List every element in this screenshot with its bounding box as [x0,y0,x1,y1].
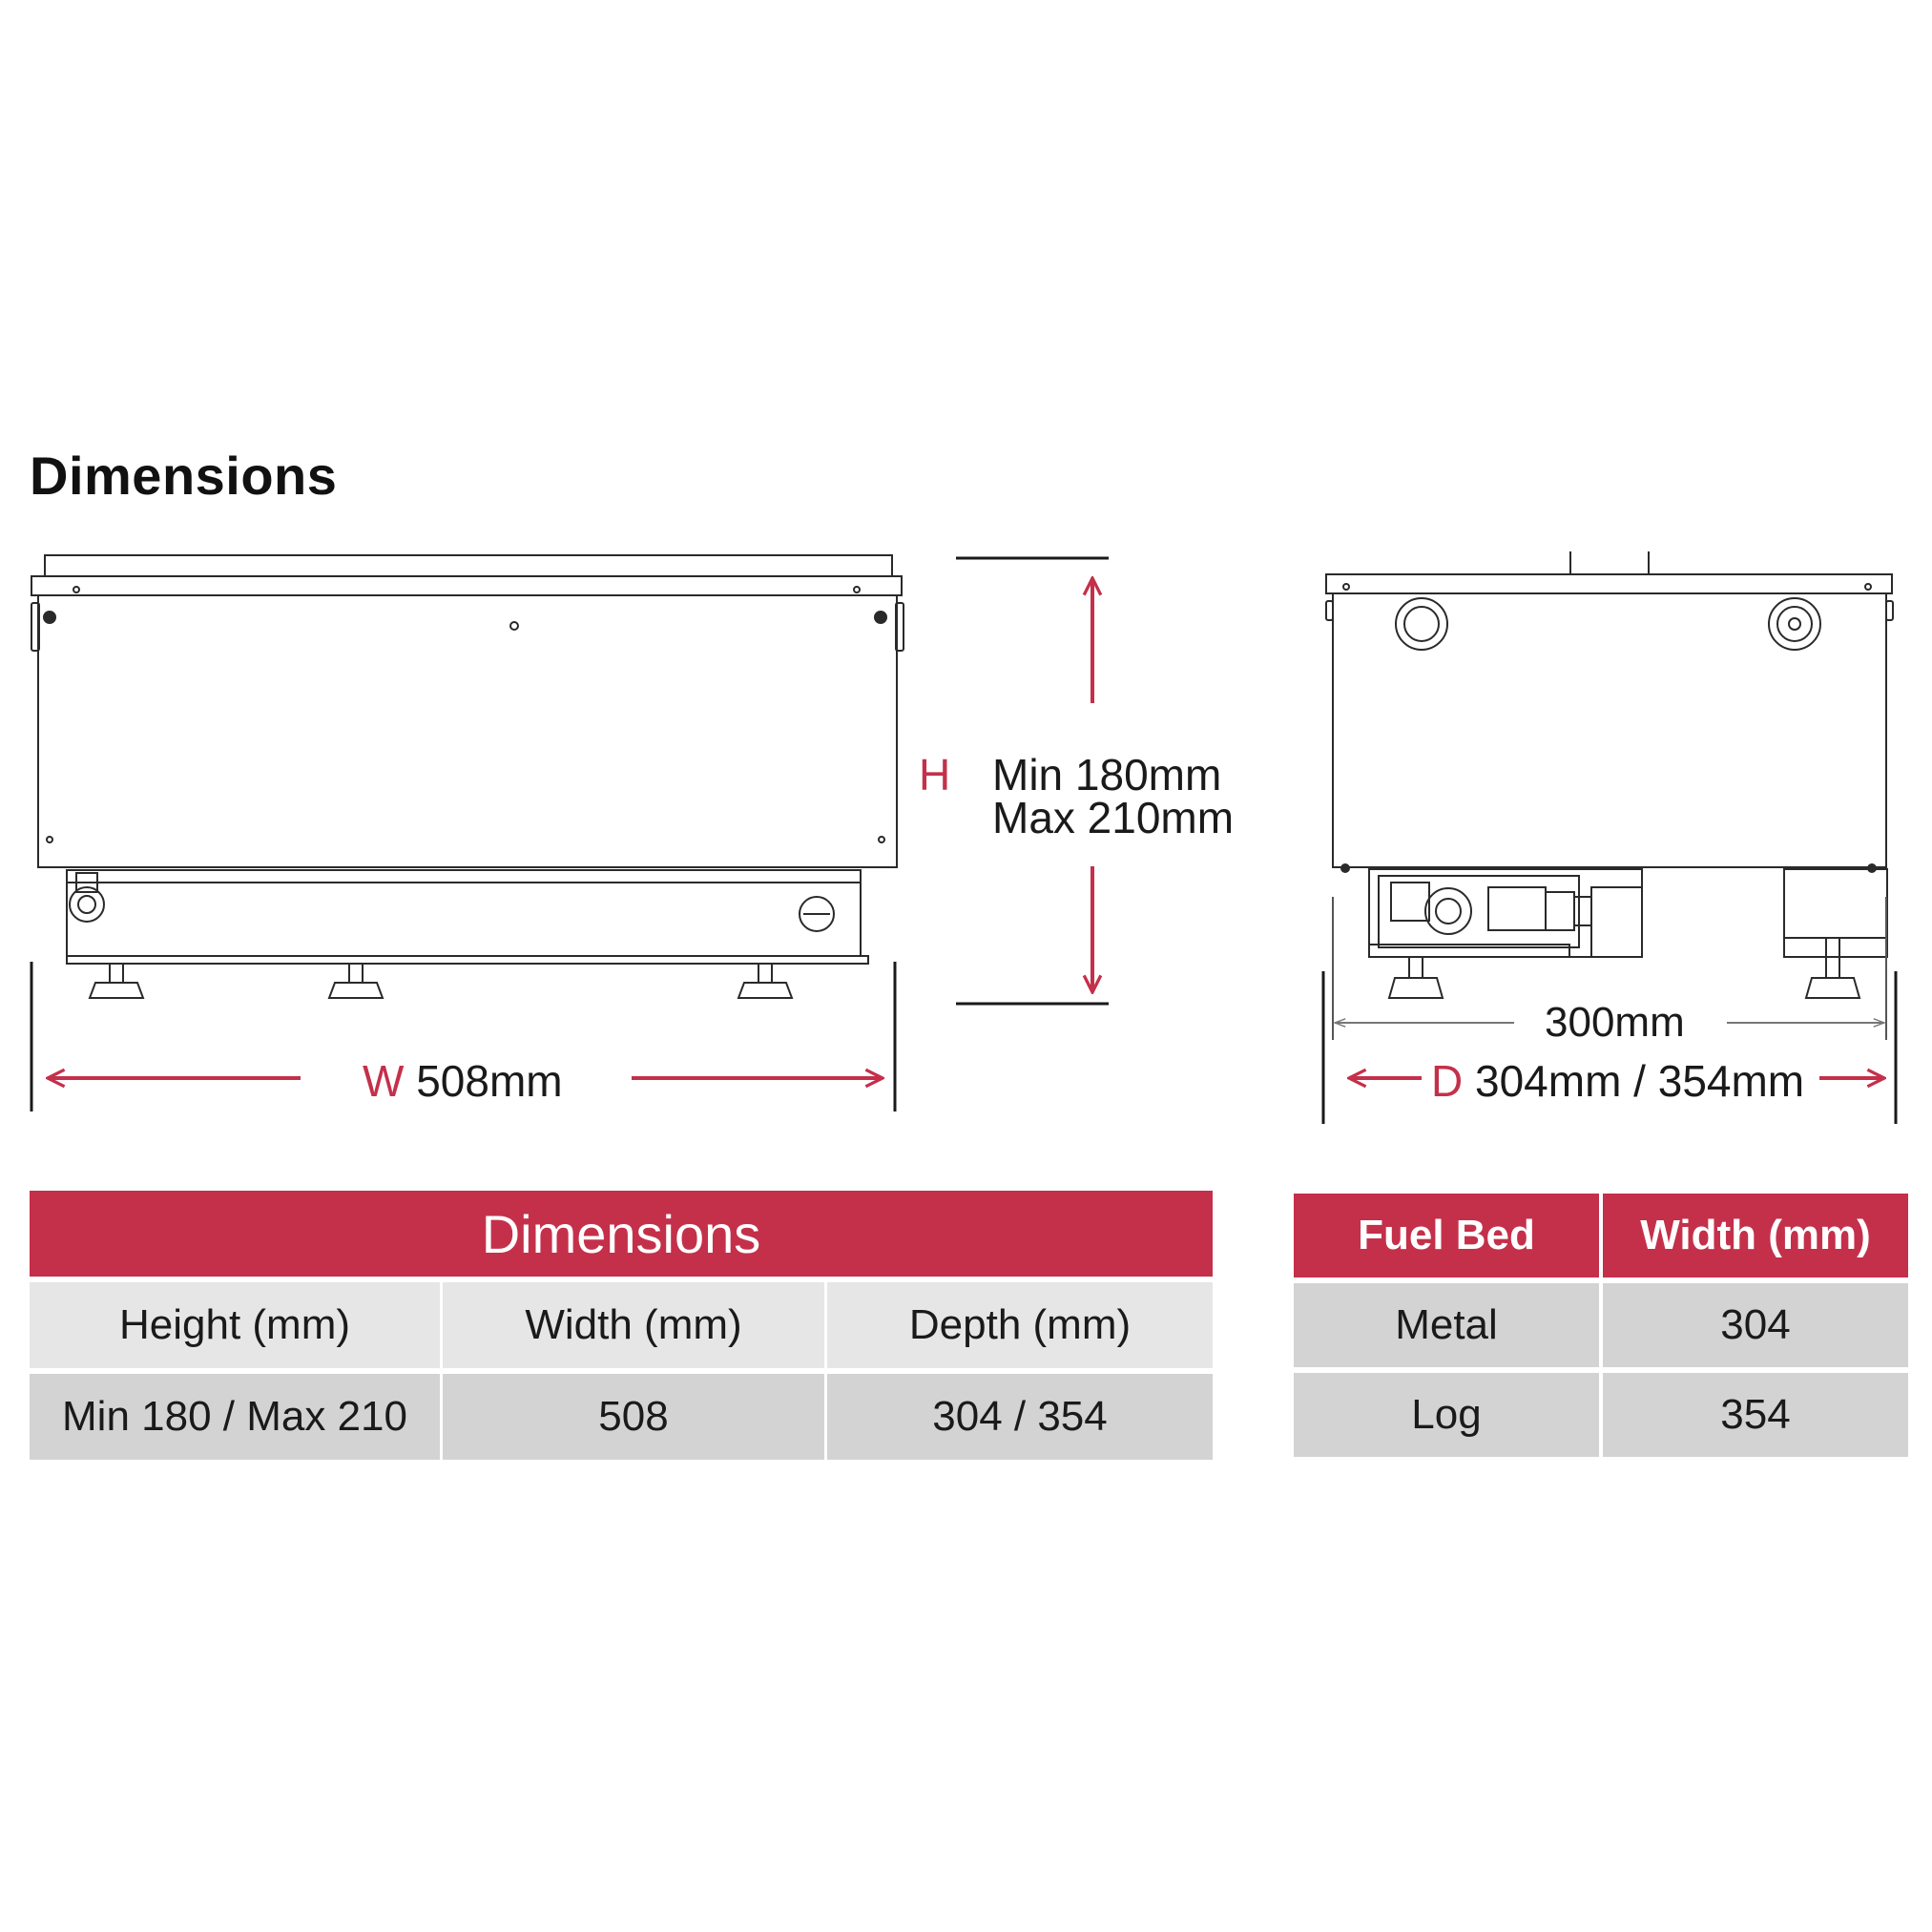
height-max-label: Max 210mm [992,793,1235,842]
dimensions-table-title: Dimensions [30,1191,1213,1277]
header-width: Width (mm) [443,1282,824,1368]
fuel-type-log: Log [1294,1373,1599,1457]
fuel-width-metal: 304 [1603,1283,1908,1367]
header-depth: Depth (mm) [827,1282,1213,1368]
side-view [1326,551,1893,998]
value-depth: 304 / 354 [827,1374,1213,1460]
front-view [31,555,904,998]
depth-value: 304mm / 354mm [1475,1056,1805,1106]
value-height: Min 180 / Max 210 [30,1374,440,1460]
value-width: 508 [443,1374,824,1460]
fuel-type-metal: Metal [1294,1283,1599,1367]
width-label [363,1056,563,1106]
fuel-bed-table [1294,1194,1908,1457]
header-fuel-bed: Fuel Bed [1294,1194,1599,1278]
width-letter: W [363,1056,405,1106]
header-height: Height (mm) [30,1282,440,1368]
header-fuel-width: Width (mm) [1603,1194,1908,1278]
depth-label [1431,1056,1805,1106]
height-min-label: Min 180mm [992,750,1222,800]
inner-depth-label: 300mm [1545,999,1685,1046]
dimensions-table [30,1191,1213,1460]
page-title: Dimensions [30,446,338,506]
depth-letter: D [1431,1056,1464,1106]
height-letter: H [919,750,951,800]
fuel-width-log: 354 [1603,1373,1908,1457]
width-value: 508mm [416,1056,563,1106]
